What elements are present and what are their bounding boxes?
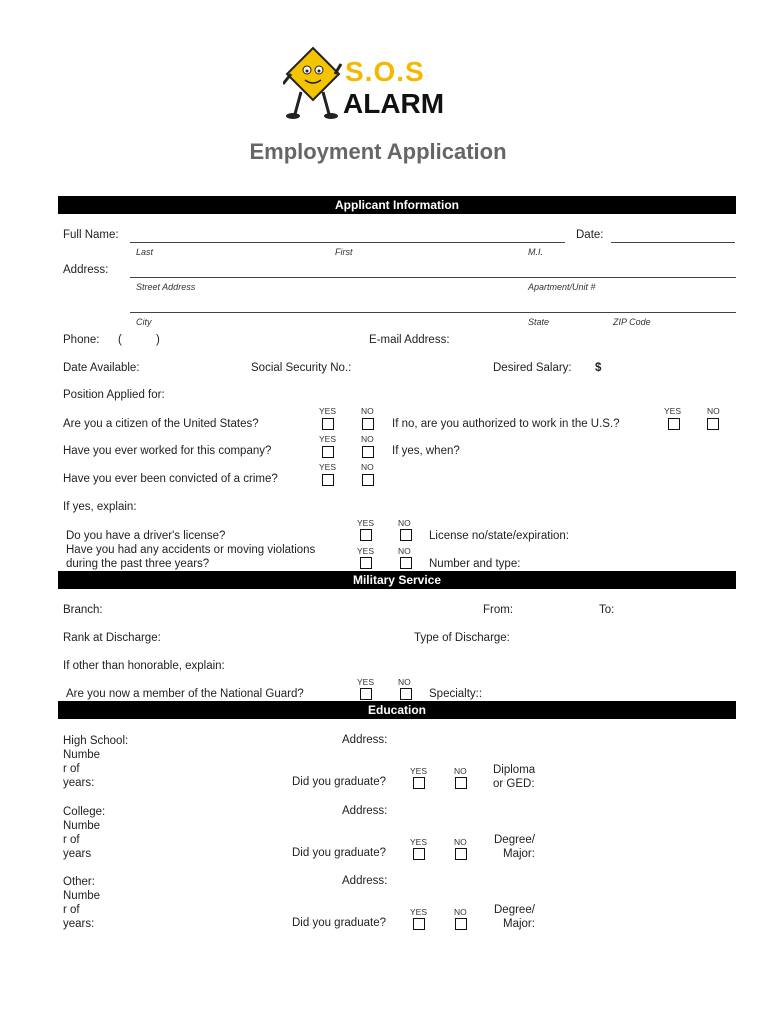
state-caption: State: [528, 317, 550, 327]
citizen-question: Are you a citizen of the United States?: [63, 418, 259, 430]
guard-yes-label: YES: [357, 677, 375, 687]
last-caption: Last: [136, 247, 154, 257]
first-caption: First: [335, 247, 353, 257]
diploma-line2: or GED:: [493, 778, 535, 790]
authorized-yes-label: YES: [664, 406, 682, 416]
street-caption: Street Address: [136, 282, 196, 292]
position-label: Position Applied for:: [63, 389, 165, 401]
convicted-question: Have you ever been convicted of a crime?: [63, 473, 278, 485]
college-yes-label: YES: [410, 837, 428, 847]
rank-label: Rank at Discharge:: [63, 632, 161, 644]
other-address-label: Address:: [342, 875, 388, 887]
other-no-label: NO: [454, 907, 467, 917]
guard-no-checkbox[interactable]: [400, 688, 412, 700]
accidents-yes-label: YES: [357, 546, 375, 556]
citizen-no-checkbox[interactable]: [362, 418, 374, 430]
high-school-label: High School:: [63, 735, 129, 747]
other-block: [63, 875, 100, 931]
other-years-line2: r of: [63, 904, 80, 916]
accidents-question-line2: during the past three years?: [66, 558, 210, 570]
phone-label: Phone:: [63, 334, 100, 346]
ssn-label: Social Security No.:: [251, 362, 352, 374]
convicted-no-checkbox[interactable]: [362, 474, 374, 486]
when-label: If yes, when?: [392, 445, 460, 457]
worked-question: Have you ever worked for this company?: [63, 445, 272, 457]
date-field[interactable]: [611, 242, 735, 243]
specialty-label: Specialty::: [429, 688, 483, 700]
number-type-label: Number and type:: [429, 558, 521, 570]
city-caption: City: [136, 317, 152, 327]
college-no-checkbox[interactable]: [455, 848, 467, 860]
full-name-field[interactable]: [130, 242, 565, 243]
years-line2: r of: [63, 763, 80, 775]
from-label: From:: [483, 604, 514, 616]
section-military-bar: Military Service: [58, 571, 736, 589]
accidents-no-label: NO: [398, 546, 411, 556]
college-years-line2: r of: [63, 834, 80, 846]
other-yes-checkbox[interactable]: [413, 918, 425, 930]
years-line3: years:: [63, 777, 95, 789]
college-no-label: NO: [454, 837, 467, 847]
college-block: [63, 805, 105, 861]
authorized-yes-checkbox[interactable]: [668, 418, 680, 430]
hs-no-checkbox[interactable]: [455, 777, 467, 789]
other-years-line1: Numbe: [63, 890, 101, 902]
desired-salary-label: Desired Salary:: [493, 362, 572, 374]
college-yes-checkbox[interactable]: [413, 848, 425, 860]
other-years-line3: years:: [63, 918, 95, 930]
hs-graduate-question: Did you graduate?: [292, 776, 386, 788]
college-address-label: Address:: [342, 805, 388, 817]
section-education-bar: Education: [58, 701, 736, 719]
city-state-zip-field[interactable]: [130, 312, 736, 313]
worked-no-label: NO: [361, 434, 374, 444]
worked-yes-checkbox[interactable]: [322, 446, 334, 458]
phone-paren-close: ): [156, 334, 160, 346]
license-yes-checkbox[interactable]: [360, 529, 372, 541]
accidents-yes-checkbox[interactable]: [360, 557, 372, 569]
worked-no-checkbox[interactable]: [362, 446, 374, 458]
apt-caption: Apartment/Unit #: [528, 282, 596, 292]
license-no-label-field: License no/state/expiration:: [429, 530, 570, 542]
page-title: Employment Application: [249, 139, 507, 164]
college-label: College:: [63, 806, 106, 818]
company-logo: [283, 44, 443, 122]
section-applicant-bar: Applicant Information: [58, 196, 736, 214]
accidents-question-line1: Have you had any accidents or moving violations: [66, 544, 316, 556]
street-address-field[interactable]: [130, 277, 736, 278]
explain-label: If yes, explain:: [63, 501, 137, 513]
authorized-no-label: NO: [707, 406, 720, 416]
guard-no-label: NO: [398, 677, 411, 687]
convicted-no-label: NO: [361, 462, 374, 472]
zip-caption: ZIP Code: [613, 317, 651, 327]
years-line1: Numbe: [63, 749, 101, 761]
email-label: E-mail Address:: [369, 334, 450, 346]
other-degree-line2: Major:: [503, 918, 535, 930]
discharge-type-label: Type of Discharge:: [414, 632, 510, 644]
hs-no-label: NO: [454, 766, 467, 776]
college-years-line1: Numbe: [63, 820, 101, 832]
authorized-no-checkbox[interactable]: [707, 418, 719, 430]
phone-paren-open: (: [118, 334, 122, 346]
citizen-no-label: NO: [361, 406, 374, 416]
date-label: Date:: [576, 229, 604, 241]
citizen-yes-label: YES: [319, 406, 337, 416]
mi-caption: M.I.: [528, 247, 543, 257]
other-degree-line1: Degree/: [494, 904, 535, 916]
convicted-yes-label: YES: [319, 462, 337, 472]
hs-yes-checkbox[interactable]: [413, 777, 425, 789]
college-degree-label: [494, 833, 535, 861]
license-question: Do you have a driver's license?: [66, 530, 226, 542]
other-yes-label: YES: [410, 907, 428, 917]
license-no-checkbox[interactable]: [400, 529, 412, 541]
hs-yes-label: YES: [410, 766, 428, 776]
address-label: Address:: [63, 264, 109, 276]
other-explain-label: If other than honorable, explain:: [63, 660, 225, 672]
college-years-line3: years: [63, 848, 92, 860]
other-degree-label: [494, 903, 535, 931]
college-degree-line2: Major:: [503, 848, 535, 860]
diploma-label: [493, 763, 535, 791]
college-graduate-question: Did you graduate?: [292, 847, 386, 859]
other-graduate-question: Did you graduate?: [292, 917, 386, 929]
branch-label: Branch:: [63, 604, 103, 616]
dollar-sign: $: [595, 362, 602, 374]
hs-address-label: Address:: [342, 734, 388, 746]
accidents-no-checkbox[interactable]: [400, 557, 412, 569]
to-label: To:: [599, 604, 615, 616]
logo-line1: S.O.S: [345, 56, 425, 87]
citizen-yes-checkbox[interactable]: [322, 418, 334, 430]
full-name-label: Full Name:: [63, 229, 119, 241]
authorized-question: If no, are you authorized to work in the U.S.?: [392, 418, 620, 430]
worked-yes-label: YES: [319, 434, 337, 444]
other-no-checkbox[interactable]: [455, 918, 467, 930]
high-school-block: [63, 734, 128, 790]
license-yes-label: YES: [357, 518, 375, 528]
logo-line2: ALARM: [343, 88, 445, 119]
diploma-line1: Diploma: [493, 764, 536, 776]
college-degree-line1: Degree/: [494, 834, 535, 846]
license-no-label: NO: [398, 518, 411, 528]
convicted-yes-checkbox[interactable]: [322, 474, 334, 486]
guard-yes-checkbox[interactable]: [360, 688, 372, 700]
other-label: Other:: [63, 876, 95, 888]
guard-question: Are you now a member of the National Guard?: [66, 688, 304, 700]
date-available-label: Date Available:: [63, 362, 140, 374]
